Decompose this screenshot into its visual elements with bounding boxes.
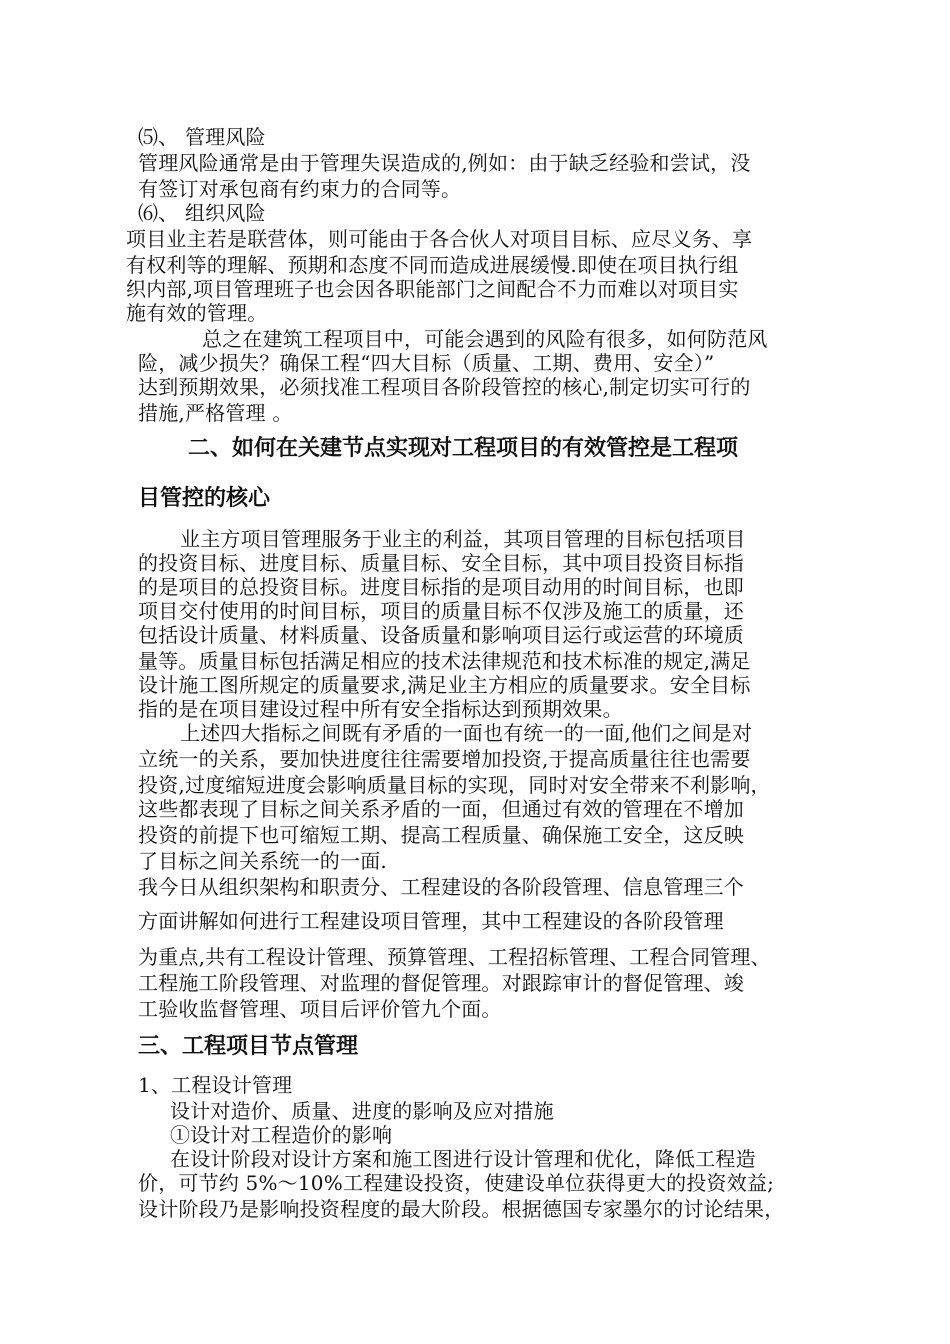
para1-line-6: 量等。质量目标包括满足相应的技术法律规范和技术标准的规定,满足 bbox=[138, 649, 751, 673]
para1-line-2: 的投资目标、进度目标、质量目标、安全目标，其中项目投资目标指 bbox=[138, 551, 744, 575]
para1-line-3: 的是项目的总投资目标。进度目标指的是项目动用的时间目标，也即 bbox=[138, 575, 744, 599]
item5-heading: ⑸、 管理风险 bbox=[138, 125, 266, 149]
para2-line-5: 投资的前提下也可缩短工期、提高工程质量、确保施工安全，这反映 bbox=[138, 823, 744, 847]
section-three-line-3: 设计阶段乃是影响投资程度的最大阶段。根据德国专家墨尔的讨论结果， bbox=[138, 1197, 785, 1221]
item5-line-1: 管理风险通常是由于管理失误造成的,例如：由于缺乏经验和尝试，没 bbox=[138, 151, 751, 175]
para2-line-1: 上述四大指标之间既有矛盾的一面也有统一的一面,他们之间是对 bbox=[180, 721, 753, 745]
section-two-heading-line-1: 二、如何在关建节点实现对工程项目的有效管控是工程项 bbox=[188, 436, 739, 461]
para3-line-5: 工验收监督管理、项目后评价管九个面。 bbox=[138, 997, 502, 1021]
para2-line-2: 立统一的关系，要加快进度往往需要增加投资,于提高质量往往也需要 bbox=[138, 747, 751, 771]
para2-line-3: 投资,过度缩短进度会影响质量目标的实现，同时对安全带来不利影响， bbox=[138, 773, 771, 797]
section-three-line-1: 在设计阶段对设计方案和施工图进行设计管理和优化，降低工程造 bbox=[170, 1147, 756, 1171]
summary-line-4: 措施,严格管理 。 bbox=[138, 401, 293, 425]
item6-line-1: 项目业主若是联营体，则可能由于各合伙人对项目目标、应尽义务、享 bbox=[126, 227, 753, 251]
section-three-sub1-item: ①设计对工程造价的影响 bbox=[170, 1123, 393, 1147]
item6-line-4: 施有效的管理。 bbox=[126, 301, 268, 325]
para2-line-6: 了目标之间关系统一的一面. bbox=[138, 849, 387, 873]
para1-line-7: 设计施工图所规定的质量要求,满足业主方相应的质量要求。安全目标 bbox=[138, 673, 751, 697]
para3-line-2: 方面讲解如何进行工程建设项目管理，其中工程建设的各阶段管理 bbox=[138, 909, 724, 933]
section-three-sub1-title: 设计对造价、质量、进度的影响及应对措施 bbox=[170, 1099, 554, 1123]
para1-line-4: 项目交付使用的时间目标，项目的质量目标不仅涉及施工的质量，还 bbox=[138, 599, 744, 623]
section-three-heading: 三、工程项目节点管理 bbox=[138, 1034, 359, 1059]
para2-line-4: 这些都表现了目标之间关系矛盾的一面，但通过有效的管理在不增加 bbox=[138, 797, 744, 821]
item6-heading: ⑹、 组织风险 bbox=[138, 201, 266, 225]
item6-line-3: 织内部,项目管理班子也会因各职能部门之间配合不力而难以对项目实 bbox=[126, 277, 739, 301]
item6-line-2: 有权利等的理解、预期和态度不同而造成进展缓慢.即使在项目执行组 bbox=[126, 253, 739, 277]
para1-line-5: 包括设计质量、材料质量、设备质量和影响项目运行或运营的环境质 bbox=[138, 623, 744, 647]
section-three-line-2: 价，可节约 5%～10%工程建设投资，使建设单位获得更大的投资效益; bbox=[138, 1171, 775, 1195]
section-three-sub1: 1、工程设计管理 bbox=[138, 1073, 293, 1097]
summary-line-1: 总之在建筑工程项目中，可能会遇到的风险有很多，如何防范风 bbox=[202, 327, 768, 351]
para1-line-8: 指的是在项目建设过程中所有安全指标达到预期效果。 bbox=[138, 697, 623, 721]
summary-line-2: 险，减少损失？确保工程“四大目标（质量、工期、费用、安全）” bbox=[138, 351, 715, 375]
section-two-heading-line-2: 目管控的核心 bbox=[138, 486, 271, 511]
para3-line-3: 为重点,共有工程设计管理、预算管理、工程招标管理、工程合同管理、 bbox=[138, 945, 771, 969]
summary-line-3: 达到预期效果，必须找准工程项目各阶段管控的核心,制定切实可行的 bbox=[138, 375, 751, 399]
para1-line-1: 业主方项目管理服务于业主的利益，其项目管理的目标包括项目 bbox=[180, 527, 746, 551]
item5-line-2: 有签订对承包商有约束力的合同等。 bbox=[138, 177, 462, 201]
para3-line-4: 工程施工阶段管理、对监理的督促管理。对跟踪审计的督促管理、竣 bbox=[138, 971, 744, 995]
para3-line-1: 我今日从组织架构和职责分、工程建设的各阶段管理、信息管理三个 bbox=[138, 875, 744, 899]
